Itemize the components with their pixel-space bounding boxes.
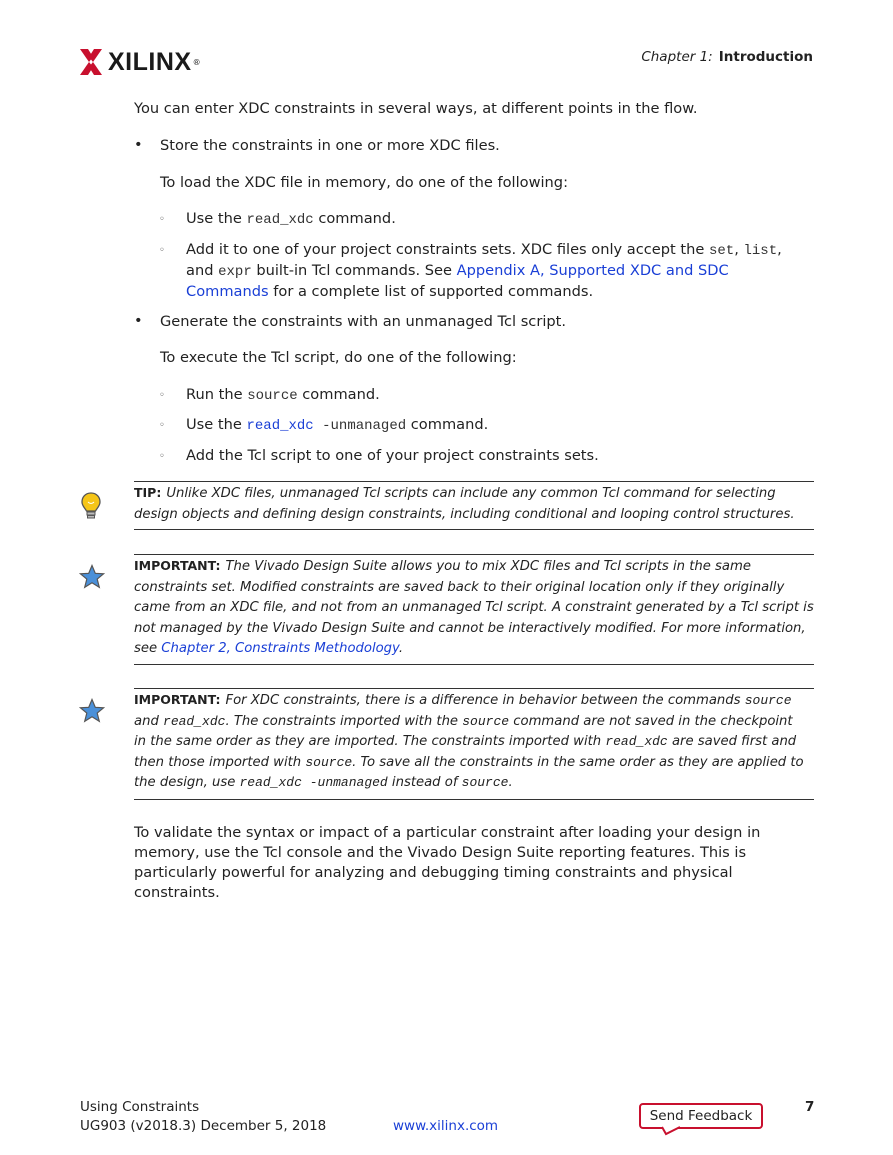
logo-registered: ®: [192, 57, 201, 67]
text: ,: [734, 241, 744, 258]
b1-item-2: [186, 240, 816, 302]
imp1-line-4: not managed by the Vivado Design Suite and cannot be interactively modified. For more information,: [134, 620, 806, 636]
important-label: IMPORTANT:: [134, 692, 221, 707]
tip-line-1: [134, 483, 814, 505]
footer-url-link[interactable]: www.xilinx.com: [393, 1118, 499, 1134]
important-note-1: [134, 556, 814, 660]
divider: [134, 664, 814, 665]
code-source: source: [461, 775, 509, 790]
bullet-1-subtext: To load the XDC file in memory, do one of the following:: [160, 174, 568, 191]
b2-item-3: Add the Tcl script to one of your project constraints sets.: [186, 447, 599, 464]
imp1-line-3: came from an XDC file, and not from an unmanaged Tcl script. A constraint generated by a Tcl script is: [134, 600, 814, 615]
b2-item-1: [186, 385, 380, 406]
code-source: source: [247, 388, 298, 404]
code-read-xdc: read_xdc: [246, 212, 314, 228]
important-label: IMPORTANT:: [134, 558, 221, 573]
text: then those imported with: [134, 754, 306, 770]
star-icon: [79, 698, 105, 724]
text: For XDC constraints, there is a difference in behavior between the commands: [225, 693, 745, 708]
text: Unlike XDC files, unmanaged Tcl scripts can include any common Tcl command for selecting: [166, 486, 776, 501]
sub-bullet-marker: ◦: [159, 390, 165, 401]
text: and: [186, 262, 219, 279]
text: command.: [313, 210, 396, 227]
imp2-line-3: [134, 732, 814, 753]
code-set: set: [709, 243, 735, 259]
code-read-xdc: read_xdc: [605, 734, 668, 749]
star-icon: [79, 564, 105, 590]
code-list: list: [743, 243, 778, 259]
divider: [134, 799, 814, 800]
text: The Vivado Design Suite allows you to mix XDC files and Tcl scripts in the same: [225, 559, 751, 574]
b2-item-2: [186, 415, 488, 436]
imp1-line-2: constraints set. Modified constraints are saved back to their original location only if they originally: [134, 579, 785, 595]
text: Use the: [186, 210, 247, 227]
closing-line: constraints.: [134, 884, 220, 901]
closing-paragraph: [134, 823, 814, 903]
appendix-a-link[interactable]: Appendix A, Supported XDC and SDC: [456, 262, 729, 279]
divider: [134, 688, 814, 689]
bullet-marker: •: [134, 312, 143, 329]
text: .: [508, 775, 513, 790]
bullet-marker: •: [134, 136, 143, 153]
tip-label: TIP:: [134, 485, 162, 500]
code-read-xdc: read_xdc: [163, 713, 226, 729]
text: Run the: [186, 386, 248, 403]
text: command are not saved in the checkpoint: [509, 713, 793, 729]
bullet-2-subtext: To execute the Tcl script, do one of the following:: [160, 349, 517, 366]
text: ,: [777, 241, 782, 258]
text: and: [134, 713, 164, 729]
divider: [134, 529, 814, 530]
sub-bullet-marker: ◦: [159, 214, 165, 225]
logo-text: XILINX: [108, 47, 192, 76]
imp2-line-4: [134, 753, 814, 774]
text: .: [398, 641, 404, 656]
chapter-number: Chapter 1:: [641, 49, 713, 65]
text: instead of: [387, 775, 462, 790]
imp2-line-1: [134, 690, 814, 712]
text: for a complete list of supported commands.: [268, 283, 594, 300]
code-source: source: [744, 693, 792, 708]
text: the design, use: [134, 775, 240, 790]
text: see: [134, 641, 162, 656]
chapter-heading: [641, 49, 813, 65]
code-read-xdc-unmanaged: read_xdc -unmanaged: [239, 775, 388, 790]
imp2-line-2: [134, 712, 814, 733]
closing-line: particularly powerful for analyzing and debugging timing constraints and physical: [134, 864, 733, 881]
divider: [134, 554, 814, 555]
closing-line: memory, use the Tcl console and the Vivado Design Suite reporting features. This is: [134, 844, 747, 861]
closing-line: To validate the syntax or impact of a particular constraint after loading your design in: [134, 824, 761, 841]
text: built-in Tcl commands. See: [251, 262, 457, 279]
text: are saved first and: [667, 734, 797, 749]
footer-doc-title: Using Constraints: [80, 1099, 200, 1115]
imp1-line-1: [134, 556, 814, 578]
code-unmanaged: -unmanaged: [313, 418, 407, 434]
b1-item-2-line-3: [186, 282, 816, 302]
sub-bullet-marker: ◦: [159, 420, 165, 431]
lightbulb-icon: [80, 491, 102, 521]
text: . To save all the constraints in the same order as they are applied to: [352, 754, 804, 770]
sub-bullet-marker: ◦: [159, 245, 165, 256]
sub-bullet-marker: ◦: [159, 451, 165, 462]
text: in the same order as they are imported. The constraints imported with: [134, 734, 606, 749]
imp2-line-5: [134, 773, 814, 794]
feedback-bubble-tail-icon: [662, 1126, 682, 1136]
tip-note: [134, 483, 814, 525]
read-xdc-link[interactable]: read_xdc: [246, 418, 314, 434]
tip-line-2: design objects and defining design constraints, including conditional and looping control structures.: [134, 506, 795, 522]
page-number: 7: [805, 1099, 815, 1115]
bullet-1-text: Store the constraints in one or more XDC files.: [160, 137, 500, 154]
send-feedback-button[interactable]: Send Feedback: [639, 1103, 763, 1129]
important-note-2: [134, 690, 814, 794]
intro-paragraph: You can enter XDC constraints in several ways, at different points in the flow.: [134, 100, 698, 117]
imp1-line-5: [134, 639, 814, 660]
chapter-title: Introduction: [718, 49, 813, 65]
text: Use the: [186, 416, 247, 433]
xilinx-logo: [80, 47, 201, 77]
text: command.: [406, 416, 489, 433]
b1-item-1: [186, 209, 396, 230]
xilinx-logo-mark-icon: [80, 49, 102, 75]
text: Add it to one of your project constraints sets. XDC files only accept the: [186, 241, 709, 258]
divider: [134, 481, 814, 482]
footer-doc-id: UG903 (v2018.3) December 5, 2018: [80, 1118, 327, 1134]
code-source: source: [462, 713, 510, 729]
code-source: source: [305, 754, 353, 770]
b1-item-2-line-2: [186, 261, 816, 282]
appendix-a-link-cont[interactable]: Commands: [186, 283, 269, 300]
bullet-2-text: Generate the constraints with an unmanaged Tcl script.: [160, 313, 567, 330]
chapter-2-link[interactable]: Chapter 2, Constraints Methodology: [161, 641, 399, 656]
text: . The constraints imported with the: [225, 713, 463, 729]
code-expr: expr: [218, 264, 252, 280]
text: command.: [297, 386, 380, 403]
b1-item-2-line-1: [186, 240, 816, 261]
